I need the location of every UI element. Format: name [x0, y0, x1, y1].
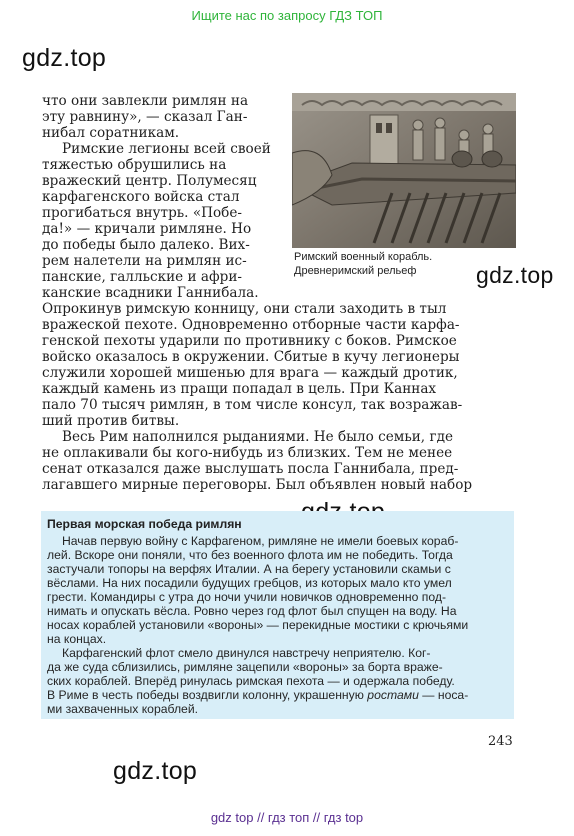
text-line: до победы было далеко. Вих-	[42, 237, 250, 253]
italic-term: ростами	[367, 688, 419, 702]
box-line: грести. Командиры с утра до ночи учили новичков одновременно под-	[47, 590, 447, 604]
text-line: рем налетели на римлян ис-	[42, 253, 247, 269]
text-line: вражеской пехоте. Одновременно отборные части карфа-	[42, 317, 460, 333]
text-line: войско оказалось в окружении. Сбитые в кучу легионеры	[42, 349, 460, 365]
box-line: ми захваченных кораблей.	[47, 702, 199, 716]
text-line: ший против битвы.	[42, 413, 180, 429]
text-line: да!» — кричали римляне. Но	[42, 221, 252, 237]
text-line: тяжестью обрушились на	[42, 157, 227, 173]
text-line: вражеский центр. Полумесяц	[42, 173, 257, 189]
caption-line: Римский военный корабль.	[294, 251, 433, 263]
header-banner[interactable]: Ищите нас по запросу ГДЗ ТОП	[191, 8, 383, 23]
text-line: эту равнину», — сказал Ган-	[42, 109, 248, 125]
page-number: 243	[488, 734, 513, 749]
text-line: что они завлекли римлян на	[42, 93, 249, 109]
footer-banner[interactable]: gdz top // гдз топ // гдз top	[210, 810, 364, 825]
text-line: сенат отказался даже выслушать посла Ганнибала, пред-	[42, 461, 459, 477]
text-line: карфагенского войска стал	[42, 189, 240, 205]
box-line: носах кораблей установили «вороны» — перекидные мостики с крючьями	[47, 618, 469, 632]
box-line: вёслами. На них посадили будущих гребцов, из которых мало кто умел	[47, 576, 452, 590]
text-line: лагавшего мирные переговоры. Был объявлен новый набор	[42, 477, 473, 493]
text-line: служили хорошей мишенью для врага — каждый дротик,	[42, 365, 458, 381]
watermark: gdz.top	[22, 44, 107, 72]
box-line-part: В Риме в честь победы воздвигли колонну, украшенную	[47, 688, 368, 702]
box-line: ских кораблей. Вперёд ринулась римская пехота — и одержала победу.	[47, 674, 455, 688]
roman-ship-relief-image	[292, 93, 516, 248]
text-line: не оплакивали бы кого-нибудь из близких. Тем не менее	[42, 445, 453, 461]
box-line: на концах.	[47, 632, 107, 646]
box-line: да же суда сблизились, римляне зацепили «вороны» за борта враже-	[47, 660, 443, 674]
box-line	[47, 689, 468, 703]
text-line: Опрокинув римскую конницу, они стали заходить в тыл	[42, 301, 447, 317]
figure-caption	[294, 250, 432, 278]
caption-line: Древнеримский рельеф	[294, 265, 417, 277]
watermark: gdz.top	[113, 757, 198, 785]
text-line: прогибаться внутрь. «Побе-	[42, 205, 243, 221]
relief-drawing	[292, 93, 516, 248]
box-line-part: — носа-	[418, 688, 469, 702]
text-line: Римские легионы всей своей	[62, 141, 271, 157]
box-line: нимать и опускать вёсла. Ровно через год флот был спущен на воду. На	[47, 604, 457, 618]
sidebar-box-title: Первая морская победа римлян	[47, 517, 242, 531]
text-line: панские, галльские и афри-	[42, 269, 242, 285]
box-line: застучали топоры на верфях Италии. А на берегу установили скамьи с	[47, 562, 451, 576]
text-line: каждый камень из пращи попадал в цель. При Каннах	[42, 381, 437, 397]
text-line: нибал соратникам.	[42, 125, 180, 141]
text-line: генской пехоты ударили по противнику с боков. Римское	[42, 333, 457, 349]
text-line: канские всадники Ганнибала.	[42, 285, 259, 301]
box-line: лей. Вскоре они поняли, что без военного флота им не победить. Тогда	[47, 548, 453, 562]
watermark: gdz.top	[476, 262, 554, 288]
box-line: Начав первую войну с Карфагеном, римляне не имели боевых кораб-	[62, 534, 459, 548]
box-line: Карфагенский флот смело двинулся навстречу неприятелю. Ког-	[62, 646, 431, 660]
text-line: Весь Рим наполнился рыданиями. Не было семьи, где	[62, 429, 453, 445]
text-line: пало 70 тысяч римлян, в том числе консул, так возражав-	[42, 397, 463, 413]
